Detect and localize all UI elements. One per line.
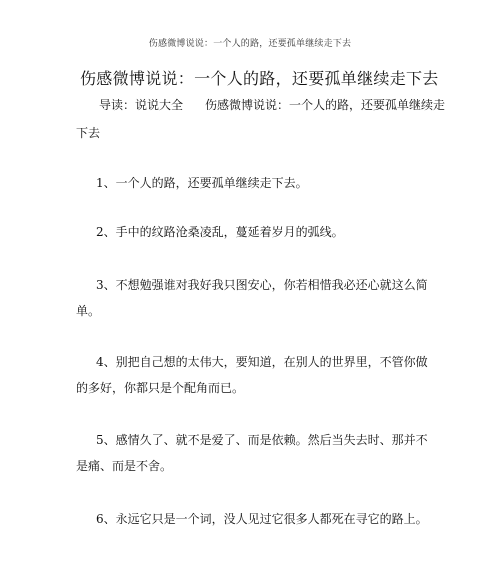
list-item [76, 272, 428, 324]
item-line: 2、手中的纹路沧桑凌乱，蔓延着岁月的弧线。 [96, 225, 344, 239]
item-line: 3、不想勉强谁对我好我只图安心，你若相惜我必还心就这么简 [96, 278, 428, 292]
item-line: 是痛、而是不舍。 [76, 459, 173, 473]
document-title: 伤感微博说说：一个人的路，还要孤单继续走下去 [80, 69, 439, 88]
list-item [76, 219, 416, 245]
item-line: 的多好，你都只是个配角而已。 [76, 381, 245, 395]
item-line: 5、感情久了、就不是爱了、而是依赖。然后当失去时、那并不 [96, 433, 428, 447]
intro-line-2: 下去 [76, 126, 101, 140]
list-item [76, 349, 428, 401]
item-line: 单。 [76, 304, 101, 318]
list-item [76, 170, 416, 196]
intro-text-1: 伤感微博说说：一个人的路，还要孤单继续走 [205, 98, 446, 112]
list-item [76, 427, 428, 479]
item-line: 1、一个人的路，还要孤单继续走下去。 [96, 176, 308, 190]
item-line: 6、永远它只是一个词，没人见过它很多人都死在寻它的路上。 [96, 512, 428, 526]
page-header: 伤感微博说说：一个人的路，还要孤单继续走下去 [148, 39, 352, 49]
intro-line-1 [99, 96, 445, 113]
item-line: 4、别把自己想的太伟大，要知道，在别人的世界里，不管你做 [96, 355, 428, 369]
list-item [76, 506, 428, 532]
intro-label: 导读：说说大全 [99, 98, 184, 112]
